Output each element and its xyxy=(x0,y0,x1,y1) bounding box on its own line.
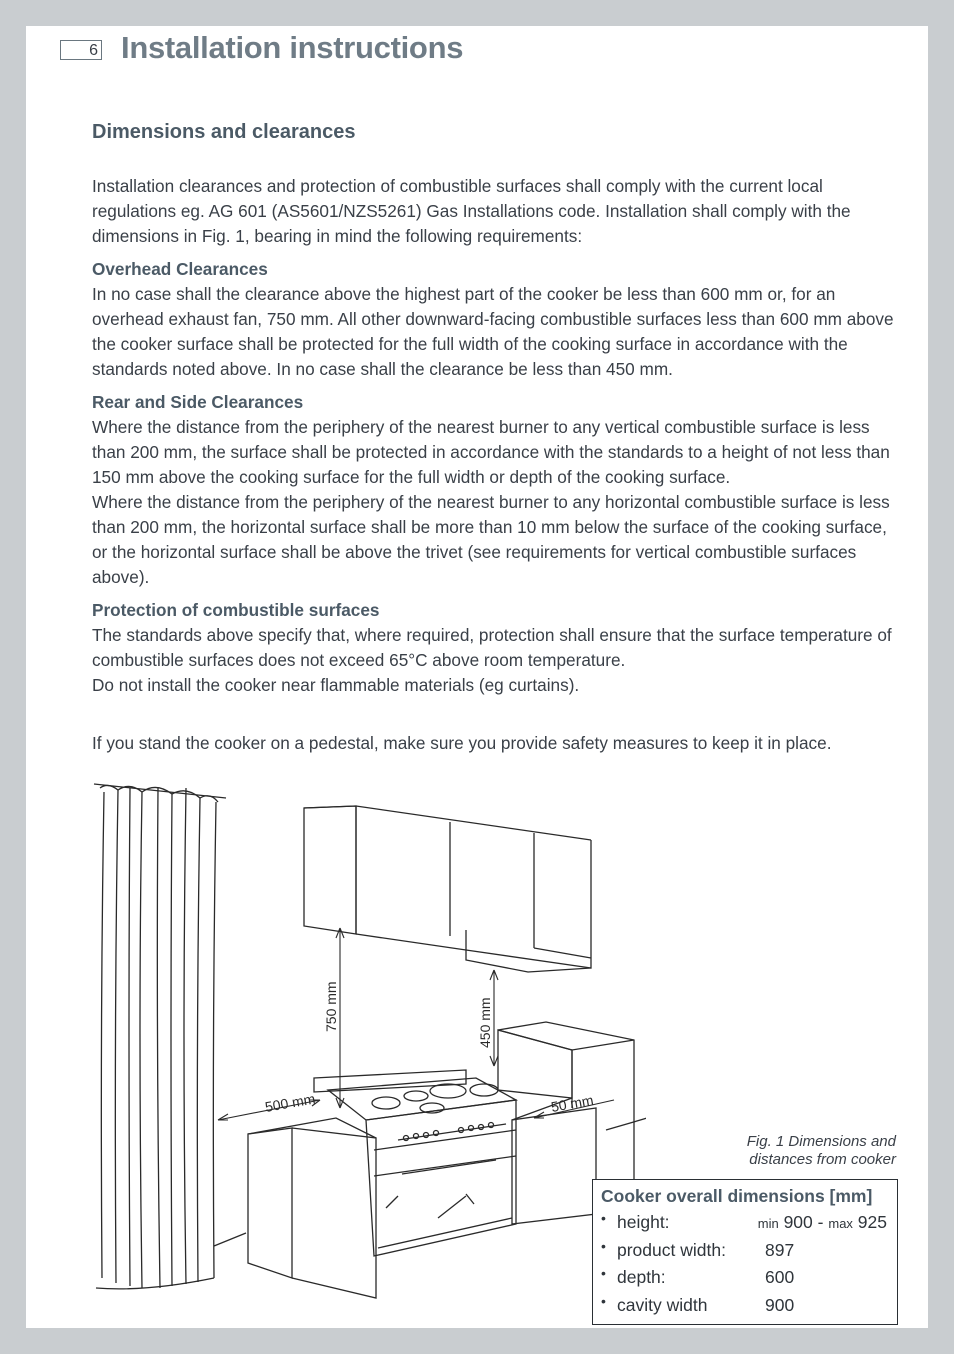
bullet-icon: • xyxy=(601,1210,606,1226)
max-prefix: max xyxy=(828,1216,853,1231)
rear-side-text-2: Where the distance from the periphery of the nearest burner to any horizontal combustible surface is less than 200 mm, the horizontal surface shall be more than 10 mm below the surface of the cooking surface, or the horizontal surface shall be above the trivet (see requirements for vertical combustible surfaces above). xyxy=(92,492,890,587)
caption-line-2: distances from cooker xyxy=(749,1151,896,1168)
page-number: 6 xyxy=(60,40,102,60)
section-heading: Dimensions and clearances xyxy=(92,121,356,143)
label-500mm: 500 mm xyxy=(263,1090,317,1115)
content xyxy=(92,118,900,764)
dim-row-cavity xyxy=(601,1293,889,1321)
overhead-text: In no case shall the clearance above the highest part of the cooker be less than 600 mm or, for an overhead exhaust fan, 750 mm. All other downward-facing combustible surfaces less than 600 mm above the cooker surface shall be protected for the full width of the cooking surface in accordance with the standards noted above. In no case shall the clearance be less than 450 mm. xyxy=(92,284,894,379)
figure-caption xyxy=(716,1133,896,1169)
depth-label: depth: xyxy=(617,1267,666,1287)
width-value: 897 xyxy=(765,1239,795,1260)
overhead-clearances xyxy=(92,257,900,382)
height-separator: - xyxy=(817,1212,824,1232)
dimensions-box xyxy=(592,1179,898,1325)
dim-row-height xyxy=(601,1210,889,1238)
label-450mm: 450 mm xyxy=(477,997,493,1048)
bullet-icon: • xyxy=(601,1292,606,1309)
height-max: 925 xyxy=(857,1212,887,1232)
cooker xyxy=(314,1070,516,1256)
cavity-label: cavity width xyxy=(617,1294,708,1315)
min-prefix: min xyxy=(757,1216,779,1231)
intro-paragraph: Installation clearances and protection of combustible surfaces shall comply with the current local regulations eg. AG 601 (AS5601/NZS5261) Gas Installations code. Installation shall comply with the dimensions in Fig. 1, bearing in mind the following requirements: xyxy=(92,176,851,246)
protection-text-1: The standards above specify that, where required, protection shall ensure that the surface temperature of combustible surfaces does not exceed 65°C above room temperature. xyxy=(92,625,892,670)
label-750mm: 750 mm xyxy=(323,981,339,1032)
dim-row-depth xyxy=(601,1265,889,1293)
page-title: Installation instructions xyxy=(121,30,464,65)
overhead-title: Overhead Clearances xyxy=(92,259,268,279)
cooker-illustration xyxy=(86,778,646,1318)
protection-text-2: Do not install the cooker near flammable materials (eg curtains). xyxy=(92,675,580,695)
dim-row-width xyxy=(601,1238,889,1266)
depth-value: 600 xyxy=(765,1267,795,1287)
dimensions-title: Cooker overall dimensions [mm] xyxy=(601,1186,873,1206)
left-cabinet xyxy=(248,1118,376,1298)
curtain xyxy=(94,784,226,1289)
rear-side-clearances xyxy=(92,390,900,590)
pedestal-note: If you stand the cooker on a pedestal, make sure you provide safety measures to keep it in place. xyxy=(92,733,832,753)
rear-side-title: Rear and Side Clearances xyxy=(92,392,304,412)
height-range xyxy=(758,1210,887,1236)
height-label: height: xyxy=(617,1212,670,1232)
width-label: product width: xyxy=(617,1239,726,1260)
page xyxy=(26,26,928,1328)
protection-section xyxy=(92,598,900,698)
upper-cabinets xyxy=(304,806,591,972)
protection-title: Protection of combustible surfaces xyxy=(92,600,380,620)
bullet-icon: • xyxy=(601,1265,606,1281)
cavity-value: 900 xyxy=(765,1294,795,1315)
label-50mm: 50 mm xyxy=(549,1091,595,1115)
caption-line-1: Fig. 1 Dimensions and xyxy=(746,1133,896,1150)
rear-side-text-1: Where the distance from the periphery of the nearest burner to any vertical combustible surface is less than 200 mm, the surface shall be protected in accordance with the standards to a height of not less than 150 mm above the cooking surface for the full width or depth of the cooking surface. xyxy=(92,417,890,487)
bullet-icon: • xyxy=(601,1237,606,1254)
height-min: 900 xyxy=(783,1212,813,1232)
